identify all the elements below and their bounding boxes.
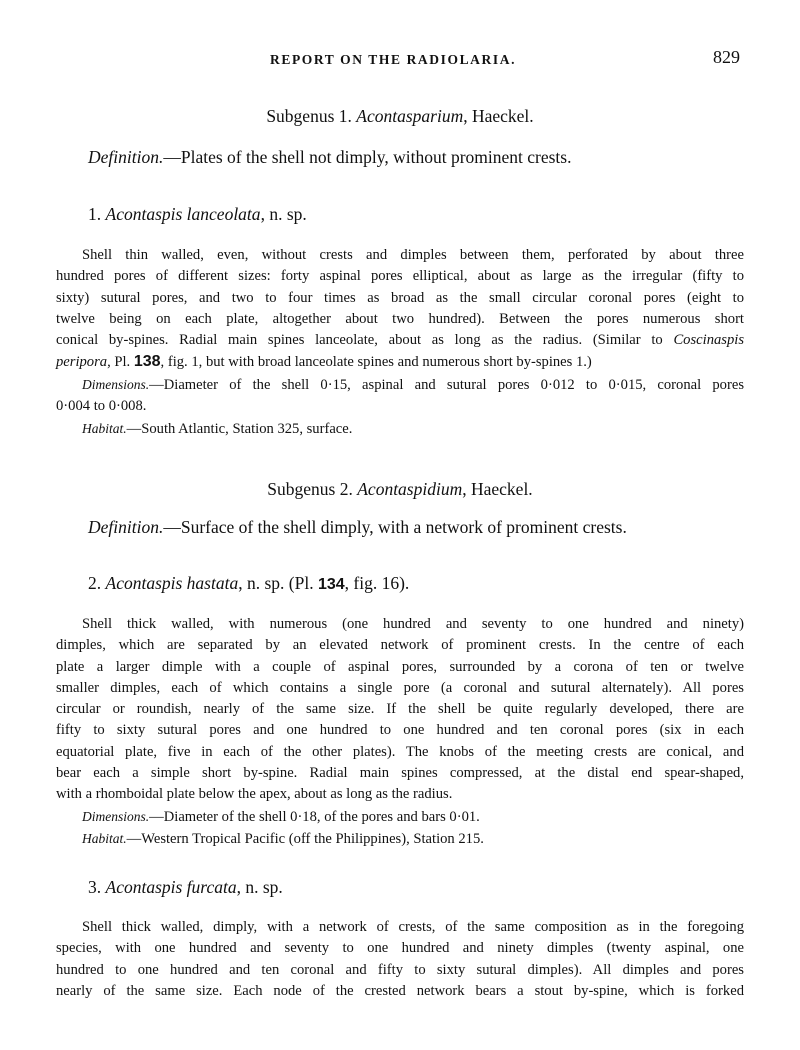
subgenus-2-author: , Haeckel. (462, 479, 533, 499)
text-segment: conical by-spines. Radial main spines lanceolate, about as long as the radius. (Similar to (56, 332, 674, 349)
definition-label: Definition. (88, 517, 164, 537)
species-number: 2. (88, 573, 102, 593)
plate-tail: , fig. 1, but with broad lanceolate spines and numerous short by-spines 1.) (160, 354, 592, 371)
text-line: Shell thick walled, with numerous (one hundred and seventy to one hundred and ninety) (82, 616, 744, 632)
habitat-label: Habitat. (82, 831, 127, 847)
subgenus-2-definition (88, 517, 627, 538)
text-line: with a rhomboidal plate below the apex, about as long as the radius. (56, 786, 453, 803)
definition-label: Definition. (88, 147, 164, 167)
definition-text: —Surface of the shell dimply, with a network of prominent crests. (163, 517, 627, 537)
habitat-text: —Western Tropical Pacific (off the Philippines), Station 215. (126, 831, 484, 848)
subgenus-1-author: , Haeckel. (463, 106, 534, 126)
text-line: Shell thin walled, even, without crests and dimples between them, perforated by about three (82, 247, 744, 263)
species-name: Acontaspis hastata (105, 573, 239, 593)
plate-tail: , fig. 16). (344, 573, 410, 593)
text-line: dimples, which are separated by an elevated network of prominent crests. In the centre of each (56, 637, 744, 654)
subgenus-1-name: Acontasparium (356, 106, 464, 126)
subgenus-1-prefix: Subgenus 1. (266, 106, 352, 126)
subgenus-2-heading (0, 479, 800, 500)
plate-number: 138 (133, 353, 161, 371)
text-line: twelve being on each plate, altogether about two hundred). Between the pores numerous short (56, 310, 744, 327)
species-1-heading (88, 204, 307, 225)
dimensions-line (56, 374, 744, 396)
habitat-line (56, 418, 744, 440)
subgenus-2-name: Acontaspidium (357, 479, 463, 499)
text-line (56, 330, 744, 351)
species-suffix: , n. sp. (260, 204, 307, 224)
species-3-description (56, 917, 744, 1002)
species-suffix: , n. sp. (Pl. (238, 573, 318, 593)
text-line: plate a larger dimple with a couple of aspinal pores, surrounded by a corona of ten or twelve (56, 658, 744, 675)
similar-genus: Coscinaspis (673, 332, 744, 349)
species-number: 1. (88, 204, 102, 224)
running-title: REPORT ON THE RADIOLARIA. (270, 52, 517, 67)
text-line: hundred to one hundred and ten coronal and fifty to sixty sutural dimples). All dimples and pores (56, 961, 744, 978)
subgenus-1-heading (0, 106, 800, 127)
definition-text: —Plates of the shell not dimply, without prominent crests. (163, 147, 572, 167)
text-line: fifty to sixty sutural pores and one hundred to one hundred and ten coronal pores (six in each (56, 722, 744, 739)
species-1-dimensions (56, 374, 744, 440)
species-suffix: , n. sp. (236, 877, 283, 897)
similar-species: peripora (56, 354, 108, 371)
text-line (56, 351, 744, 373)
dimensions-text: —Diameter of the shell 0·18, of the pores and bars 0·01. (149, 809, 480, 825)
text-line: nearly of the same size. Each node of the crested network bears a stout by-spine, which is forked (56, 982, 744, 999)
text-line: sixty) sutural pores, and two to four times as broad as the small circular coronal pores (eight to (56, 289, 744, 306)
species-1-description (56, 245, 744, 374)
text-line: bear each a simple short by-spine. Radial main spines compressed, at the distal end spear-shaped, (56, 765, 744, 782)
dimensions-label: Dimensions. (82, 809, 150, 824)
dimensions-text: —Diameter of the shell 0·15, aspinal and sutural pores 0·012 to 0·015, coronal pores (149, 377, 744, 393)
habitat-line (56, 828, 744, 850)
text-line: circular or roundish, nearly of the same size. If the shell be quite regularly developed, there are (56, 701, 744, 718)
page-number: 829 (713, 47, 740, 67)
species-name: Acontaspis furcata (105, 877, 237, 897)
plate-number: 134 (317, 576, 345, 593)
dimensions-line: 0·004 to 0·008. (56, 398, 147, 415)
text-line: hundred pores of different sizes: forty aspinal pores elliptical, about as large as the irregular (fifty to (56, 268, 744, 285)
species-2-dimensions (56, 806, 744, 851)
text-line: species, with one hundred and seventy to one hundred and ninety dimples (twenty aspinal, one (56, 940, 744, 957)
text-line: smaller dimples, each of which contains a single pore (a coronal and sutural alternately). All pores (56, 679, 744, 696)
text-line: equatorial plate, five in each of the other plates). The knobs of the meeting crests are conical, and (56, 743, 744, 760)
habitat-label: Habitat. (82, 420, 127, 436)
species-name: Acontaspis lanceolata (105, 204, 261, 224)
species-3-heading (88, 877, 283, 898)
dimensions-label: Dimensions. (82, 377, 150, 392)
subgenus-2-prefix: Subgenus 2. (267, 479, 353, 499)
species-2-description (56, 614, 744, 806)
subgenus-1-definition (88, 147, 571, 168)
species-number: 3. (88, 877, 102, 897)
dimensions-line (56, 806, 744, 828)
plate-ref: , Pl. (107, 354, 134, 371)
text-line: Shell thick walled, dimply, with a network of crests, of the same composition as in the foregoing (82, 919, 744, 935)
species-2-heading (88, 573, 409, 594)
habitat-text: —South Atlantic, Station 325, surface. (126, 420, 353, 437)
